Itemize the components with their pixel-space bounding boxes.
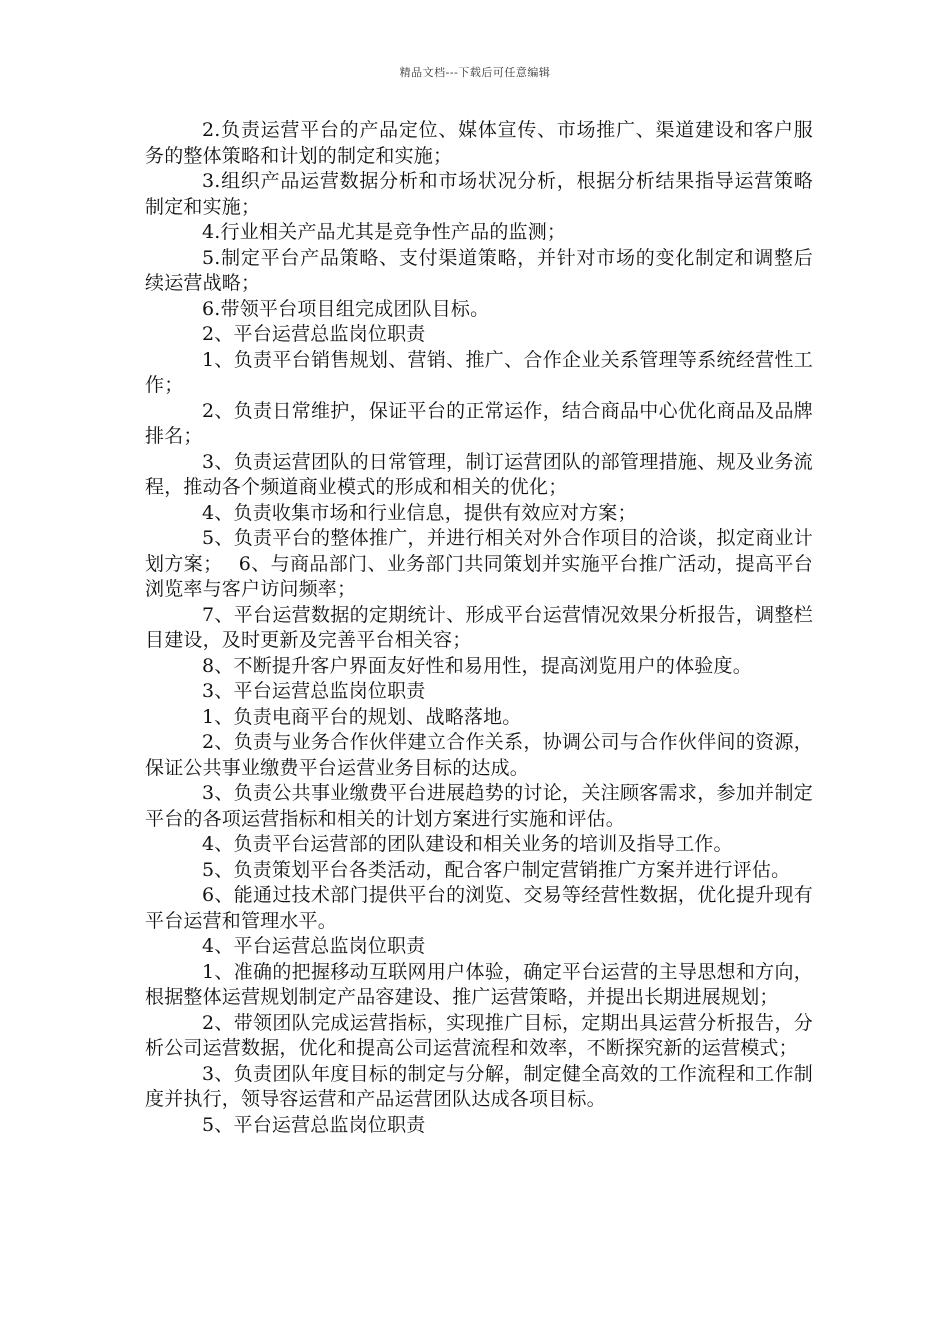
- body-paragraph: 3、负责公共事业缴费平台进展趋势的讨论，关注顾客需求，参加并制定平台的各项运营指标和相关的计划方案进行实施和评估。: [145, 782, 813, 830]
- body-paragraph: 2、负责日常维护，保证平台的正常运作，结合商品中心优化商品及品牌排名；: [145, 399, 813, 447]
- body-paragraph: 3.组织产品运营数据分析和市场状况分析，根据分析结果指导运营策略制定和实施；: [145, 170, 813, 218]
- body-paragraph: 3、负责运营团队的日常管理，制订运营团队的部管理措施、规及业务流程，推动各个频道商业模式的形成和相关的优化；: [145, 450, 813, 498]
- body-paragraph: 1、准确的把握移动互联网用户体验，确定平台运营的主导思想和方向，根据整体运营规划制定产品容建设、推广运营策略，并提出长期进展规划；: [145, 960, 813, 1008]
- body-paragraph: 4、负责收集市场和行业信息，提供有效应对方案；: [202, 501, 637, 524]
- body-paragraph: 3、平台运营总监岗位职责: [202, 680, 426, 702]
- page-header: 精品文档---下载后可任意编辑: [399, 66, 551, 79]
- body-paragraph: 3、负责团队年度目标的制定与分解，制定健全高效的工作流程和工作制度并执行，领导容运营和产品运营团队达成各项目标。: [145, 1062, 813, 1110]
- body-paragraph: 5、负责平台的整体推广，并进行相关对外合作项目的洽谈，拟定商业计划方案； 6、与商品部门、业务部门共同策划并实施平台推广活动，提高平台浏览率与客户访问频率；: [145, 527, 813, 600]
- body-paragraph: 5、平台运营总监岗位职责: [202, 1113, 426, 1136]
- body-paragraph: 2、平台运营总监岗位职责: [202, 323, 426, 345]
- body-paragraph: 6、能通过技术部门提供平台的浏览、交易等经营性数据，优化提升现有平台运营和管理水平。: [145, 884, 813, 932]
- body-paragraph: 1、负责电商平台的规划、战略落地。: [202, 705, 522, 728]
- body-paragraph: 8、不断提升客户界面友好性和易用性，提高浏览用户的体验度。: [202, 654, 752, 677]
- body-paragraph: 4、平台运营总监岗位职责: [202, 935, 426, 957]
- body-paragraph: 5、负责策划平台各类活动，配合客户制定营销推广方案并进行评估。: [202, 858, 791, 881]
- body-paragraph: 4、负责平台运营部的团队建设和相关业务的培训及指导工作。: [202, 833, 733, 855]
- body-paragraph: 1、负责平台销售规划、营销、推广、合作企业关系管理等系统经营性工作；: [145, 348, 813, 396]
- body-paragraph: 7、平台运营数据的定期统计、形成平台运营情况效果分析报告，调整栏目建设，及时更新及完善平台相关容；: [145, 603, 813, 651]
- document-body: [145, 118, 813, 1138]
- body-paragraph: 2.负责运营平台的产品定位、媒体宣传、市场推广、渠道建设和客户服务的整体策略和计划的制定和实施；: [145, 119, 813, 167]
- body-paragraph: 5.制定平台产品策略、支付渠道策略，并针对市场的变化制定和调整后续运营战略；: [145, 246, 813, 294]
- body-paragraph: 6.带领平台项目组完成团队目标。: [202, 297, 490, 320]
- body-paragraph: 2、带领团队完成运营指标，实现推广目标，定期出具运营分析报告，分析公司运营数据，优化和提高公司运营流程和效率，不断探究新的运营模式；: [145, 1011, 813, 1059]
- body-paragraph: 2、负责与业务合作伙伴建立合作关系，协调公司与合作伙伴间的资源，保证公共事业缴费平台运营业务目标的达成。: [145, 731, 813, 779]
- body-paragraph: 4.行业相关产品尤其是竞争性产品的监测；: [202, 221, 567, 243]
